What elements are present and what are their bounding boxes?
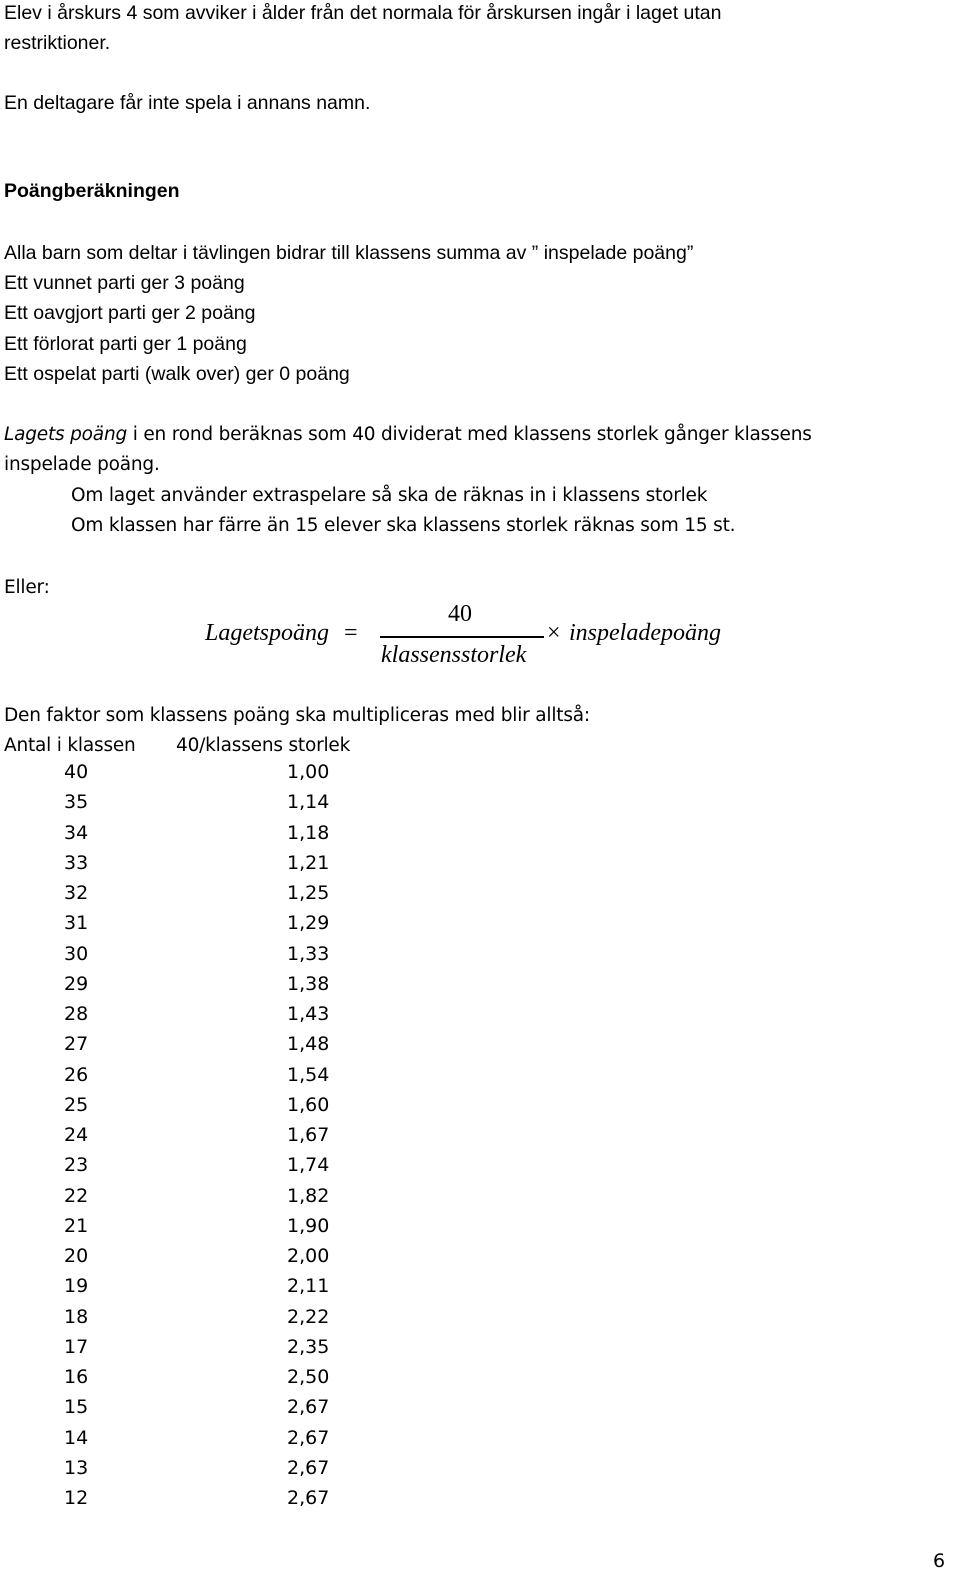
table-row [0, 1124, 960, 1154]
table-row [0, 1154, 960, 1184]
table-row [0, 1094, 960, 1124]
factor-cell: 1,25 [287, 882, 330, 904]
table-row [0, 1487, 960, 1517]
points-formula [0, 596, 960, 686]
scoring-draw: Ett oavgjort parti ger 2 poäng [4, 302, 256, 324]
team-points-end: inspelade poäng. [4, 454, 160, 475]
factor-cell: 1,00 [287, 761, 330, 783]
factor-cell: 2,50 [287, 1366, 330, 1388]
class-size-cell: 17 [64, 1335, 89, 1358]
table-row [0, 1064, 960, 1094]
rules-line-2: restriktioner. [4, 32, 111, 54]
class-size-cell: 22 [64, 1184, 89, 1207]
class-size-cell: 13 [64, 1456, 89, 1479]
factor-cell: 1,18 [287, 821, 330, 844]
class-size-cell: 32 [64, 882, 89, 904]
class-size-cell: 23 [64, 1154, 89, 1177]
formula-denominator: klassensstorlek [381, 642, 527, 668]
table-row [0, 761, 960, 791]
class-size-cell: 30 [64, 942, 89, 965]
table-row [0, 791, 960, 821]
scoring-loss: Ett förlorat parti ger 1 poäng [4, 333, 247, 355]
class-size-cell: 15 [64, 1396, 89, 1419]
table-row [0, 882, 960, 912]
class-size-cell: 29 [64, 972, 89, 995]
factor-cell: 2,00 [287, 1245, 330, 1267]
fraction-bar [380, 636, 544, 638]
page-number: 6 [933, 1550, 946, 1572]
factor-cell: 2,67 [287, 1456, 330, 1479]
table-row [0, 1185, 960, 1215]
factor-cell: 1,48 [287, 1033, 330, 1056]
class-size-cell: 19 [64, 1275, 89, 1298]
formula-times: × [547, 620, 561, 646]
factor-cell: 1,38 [287, 972, 330, 995]
factor-cell: 2,67 [287, 1487, 330, 1509]
table-row [0, 1033, 960, 1063]
factor-header [4, 731, 351, 761]
factor-cell: 1,33 [287, 942, 330, 965]
table-row [0, 1245, 960, 1275]
class-size-cell: 21 [64, 1214, 89, 1237]
rules-line-1: Elev i årskurs 4 som avviker i ålder från det normala för årskursen ingår i laget utan [4, 2, 722, 24]
factor-cell: 1,21 [287, 851, 330, 874]
table-row [0, 1427, 960, 1457]
scoring-intro: Alla barn som deltar i tävlingen bidrar till klassens summa av ” inspelade poäng” [4, 242, 694, 264]
table-row [0, 1275, 960, 1305]
team-points-term: Lagets poäng [4, 424, 128, 445]
formula-rhs: inspeladepoäng [569, 620, 721, 646]
class-size-cell: 18 [64, 1305, 89, 1328]
factor-cell: 1,54 [287, 1063, 330, 1086]
col-count-header: Antal i klassen [4, 735, 136, 756]
class-size-cell: 27 [64, 1033, 89, 1056]
class-size-cell: 14 [64, 1426, 89, 1449]
factor-cell: 2,11 [287, 1275, 330, 1298]
class-size-cell: 34 [64, 821, 89, 844]
class-size-cell: 40 [64, 761, 89, 783]
class-size-cell: 31 [64, 912, 89, 935]
factor-cell: 1,74 [287, 1154, 330, 1177]
rules-line-3: En deltagare får inte spela i annans namn. [4, 92, 371, 114]
class-size-cell: 33 [64, 851, 89, 874]
factor-cell: 1,82 [287, 1184, 330, 1207]
table-row [0, 1366, 960, 1396]
factor-intro: Den faktor som klassens poäng ska multipliceras med blir alltså: [4, 705, 590, 726]
factor-cell: 2,67 [287, 1426, 330, 1449]
class-size-cell: 35 [64, 791, 89, 814]
team-points-rest: i en rond beräknas som 40 dividerat med klassens storlek gånger klassens [127, 424, 812, 445]
formula-numerator: 40 [448, 601, 472, 627]
team-note-2: Om klassen har färre än 15 elever ska klassens storlek räknas som 15 st. [71, 515, 736, 536]
formula-equals: = [344, 620, 358, 646]
class-size-cell: 20 [64, 1245, 89, 1267]
scoring-win: Ett vunnet parti ger 3 poäng [4, 272, 245, 294]
factor-cell: 2,67 [287, 1396, 330, 1419]
table-row [0, 852, 960, 882]
formula-lhs: Lagetspoäng [205, 620, 330, 646]
table-row [0, 1457, 960, 1487]
table-row [0, 1003, 960, 1033]
table-row [0, 1306, 960, 1336]
scoring-walkover: Ett ospelat parti (walk over) ger 0 poäng [4, 363, 350, 385]
table-row [0, 1215, 960, 1245]
table-row [0, 822, 960, 852]
factor-cell: 1,90 [287, 1214, 330, 1237]
section-heading: Poängberäkningen [4, 180, 180, 202]
factor-cell: 1,29 [287, 912, 330, 935]
table-row [0, 943, 960, 973]
class-size-cell: 16 [64, 1366, 89, 1388]
class-size-cell: 24 [64, 1124, 89, 1146]
factor-cell: 1,43 [287, 1003, 330, 1025]
factor-cell: 1,14 [287, 791, 330, 814]
table-row [0, 1336, 960, 1366]
table-row [0, 912, 960, 942]
class-size-cell: 26 [64, 1063, 89, 1086]
class-size-cell: 25 [64, 1093, 89, 1116]
factor-cell: 2,35 [287, 1335, 330, 1358]
factor-cell: 2,22 [287, 1305, 330, 1328]
factor-cell: 1,67 [287, 1124, 330, 1146]
team-points-sentence [4, 420, 812, 450]
class-size-cell: 12 [64, 1487, 89, 1509]
table-row [0, 973, 960, 1003]
class-size-cell: 28 [64, 1003, 89, 1025]
factor-cell: 1,60 [287, 1093, 330, 1116]
table-row [0, 1396, 960, 1426]
or-label: Eller: [4, 577, 50, 598]
team-note-1: Om laget använder extraspelare så ska de räknas in i klassens storlek [71, 485, 708, 506]
col-factor-header: 40/klassens storlek [176, 735, 351, 756]
